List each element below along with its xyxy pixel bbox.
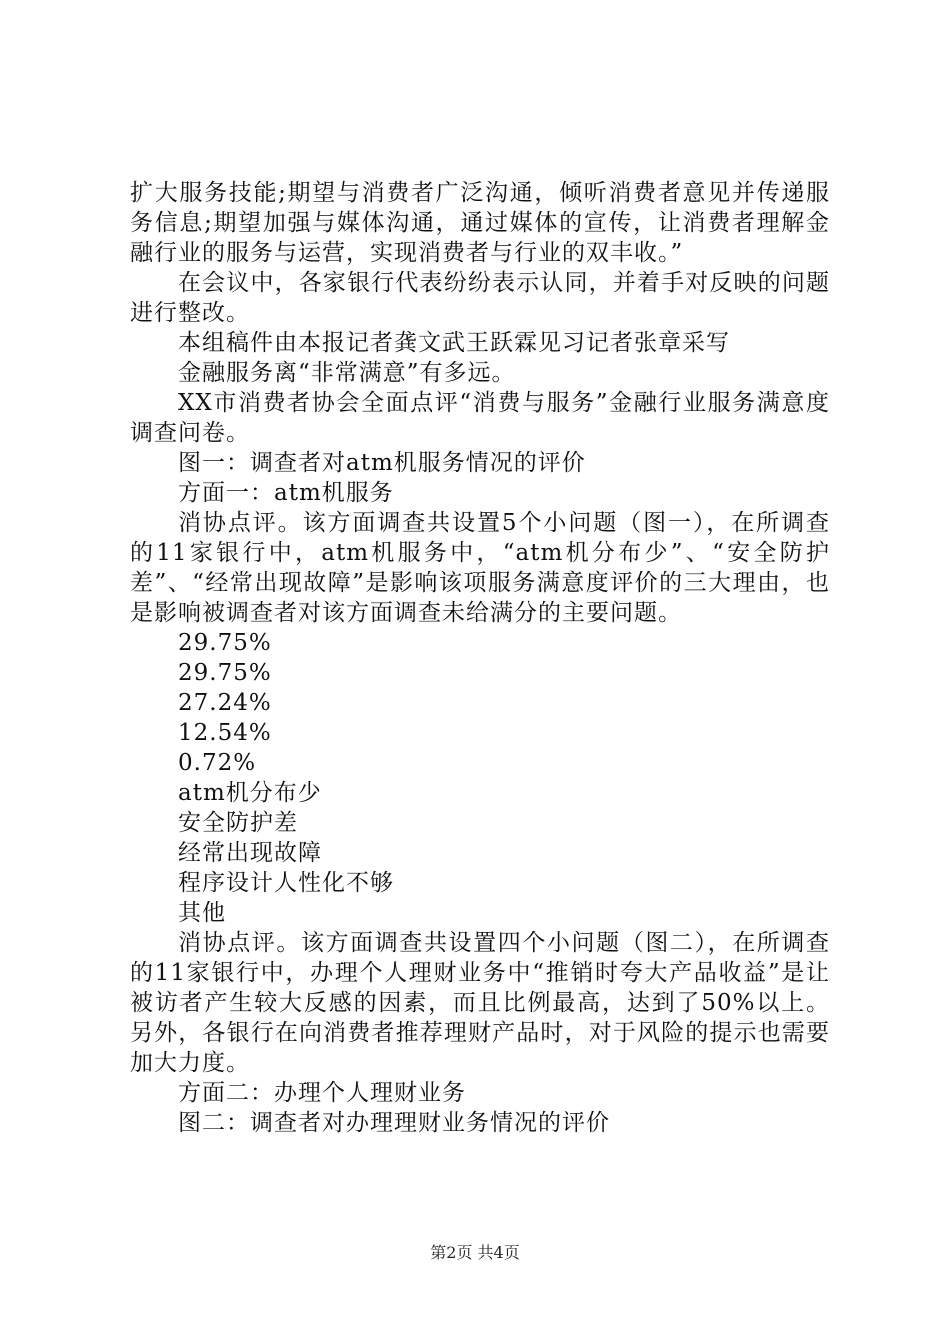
percentage-list: [130, 628, 830, 778]
percentage-item: 12.54%: [178, 720, 272, 746]
paragraph-byline: 本组稿件由本报记者龚文武王跃霖见习记者张章采写: [178, 330, 730, 356]
category-item: 程序设计人性化不够: [178, 870, 394, 896]
paragraph-atm-review: 消协点评。该方面调查共设置5个小问题（图一），在所调查的11家银行中，atm机服务中，“atm机分布少”、“安全防护差”、“经常出现故障”是影响该项服务满意度评价的三大理由，也是影响被调查者对该方面调查未给满分的主要问题。: [130, 510, 830, 626]
category-item: 安全防护差: [178, 810, 298, 836]
paragraph-banks-response: 在会议中，各家银行代表纷纷表示认同，并着手对反映的问题进行整改。: [130, 270, 830, 326]
paragraph-survey-intro: XX市消费者协会全面点评“消费与服务”金融行业服务满意度调查问卷。: [130, 390, 830, 446]
document-body: [130, 178, 830, 1138]
percentage-item: 29.75%: [178, 660, 272, 686]
paragraph-headline: 金融服务离“非常满意”有多远。: [178, 360, 516, 386]
category-list: [130, 778, 830, 928]
figure-two-caption: 图二：调查者对办理理财业务情况的评价: [178, 1110, 610, 1136]
paragraph-finance-review: 消协点评。该方面调查共设置四个小问题（图二），在所调查的11家银行中，办理个人理财业务中“推销时夸大产品收益”是让被访者产生较大反感的因素，而且比例最高，达到了50%以上。另外，各银行在向消费者推荐理财产品时，对于风险的提示也需要加大力度。: [130, 930, 830, 1076]
percentage-item: 29.75%: [178, 630, 272, 656]
figure-one-caption: 图一：调查者对atm机服务情况的评价: [178, 450, 586, 476]
percentage-item: 27.24%: [178, 690, 272, 716]
category-item: 其他: [178, 900, 226, 926]
page-number-footer: 第2页 共4页: [430, 1243, 520, 1262]
aspect-two-heading: 方面二：办理个人理财业务: [178, 1080, 466, 1106]
aspect-one-heading: 方面一：atm机服务: [178, 480, 394, 506]
category-item: atm机分布少: [178, 780, 322, 806]
category-item: 经常出现故障: [178, 840, 322, 866]
percentage-item: 0.72%: [178, 750, 257, 776]
paragraph-service-expectations: 扩大服务技能;期望与消费者广泛沟通，倾听消费者意见并传递服务信息;期望加强与媒体沟通，通过媒体的宣传，让消费者理解金融行业的服务与运营，实现消费者与行业的双丰收。”: [130, 180, 830, 266]
